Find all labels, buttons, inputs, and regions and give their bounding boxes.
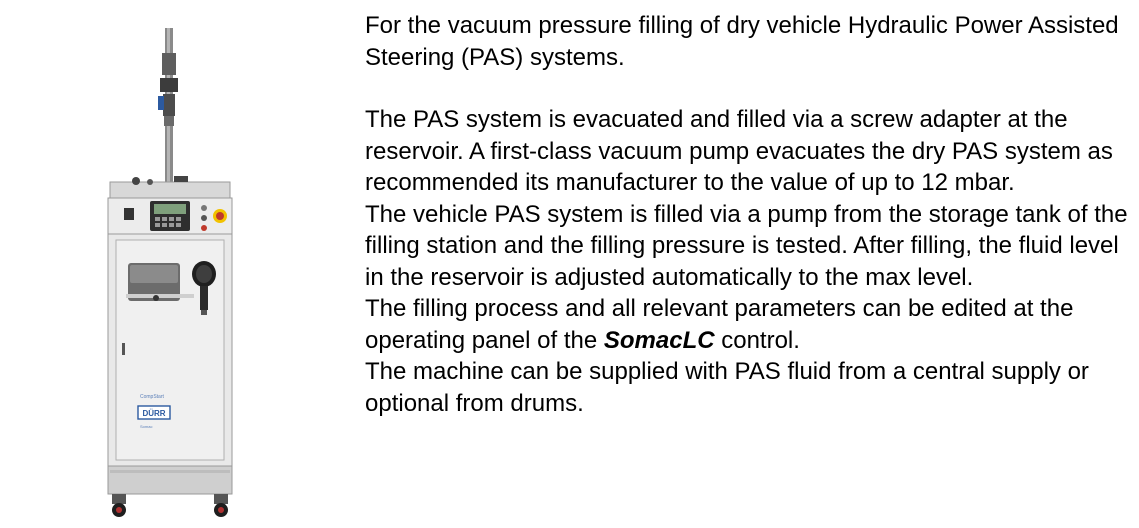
machine-logo: DÜRR xyxy=(142,409,166,418)
evacuation-paragraph: The PAS system is evacuated and filled via a screw adapter at the reservoir. A first-class vacuum pump evacuates the dry PAS system as recommended its manufacturer to the value of up to 12 mbar. xyxy=(365,106,1113,196)
brand-name: SomacLC xyxy=(603,326,715,354)
supply-paragraph: The machine can be supplied with PAS fluid from a central supply or optional from drums. xyxy=(365,358,1089,417)
description-text xyxy=(365,10,1135,419)
control-text-before: The filling process and all relevant parameters can be edited at the operating panel of the xyxy=(365,295,1074,354)
machine-label-top: CompStart xyxy=(140,394,164,400)
filling-paragraph: The vehicle PAS system is filled via a pump from the storage tank of the filling station and the filling pressure is tested. After filling, the fluid level in the reservoir is adjusted automatically to the max level. xyxy=(365,200,1128,291)
control-text-after: control. xyxy=(714,326,800,354)
machine-label-bottom: Somac xyxy=(140,424,153,429)
filling-station-image xyxy=(100,18,260,523)
intro-paragraph: For the vacuum pressure filling of dry vehicle Hydraulic Power Assisted Steering (PAS) systems. xyxy=(365,12,1119,71)
control-paragraph xyxy=(365,293,1135,356)
